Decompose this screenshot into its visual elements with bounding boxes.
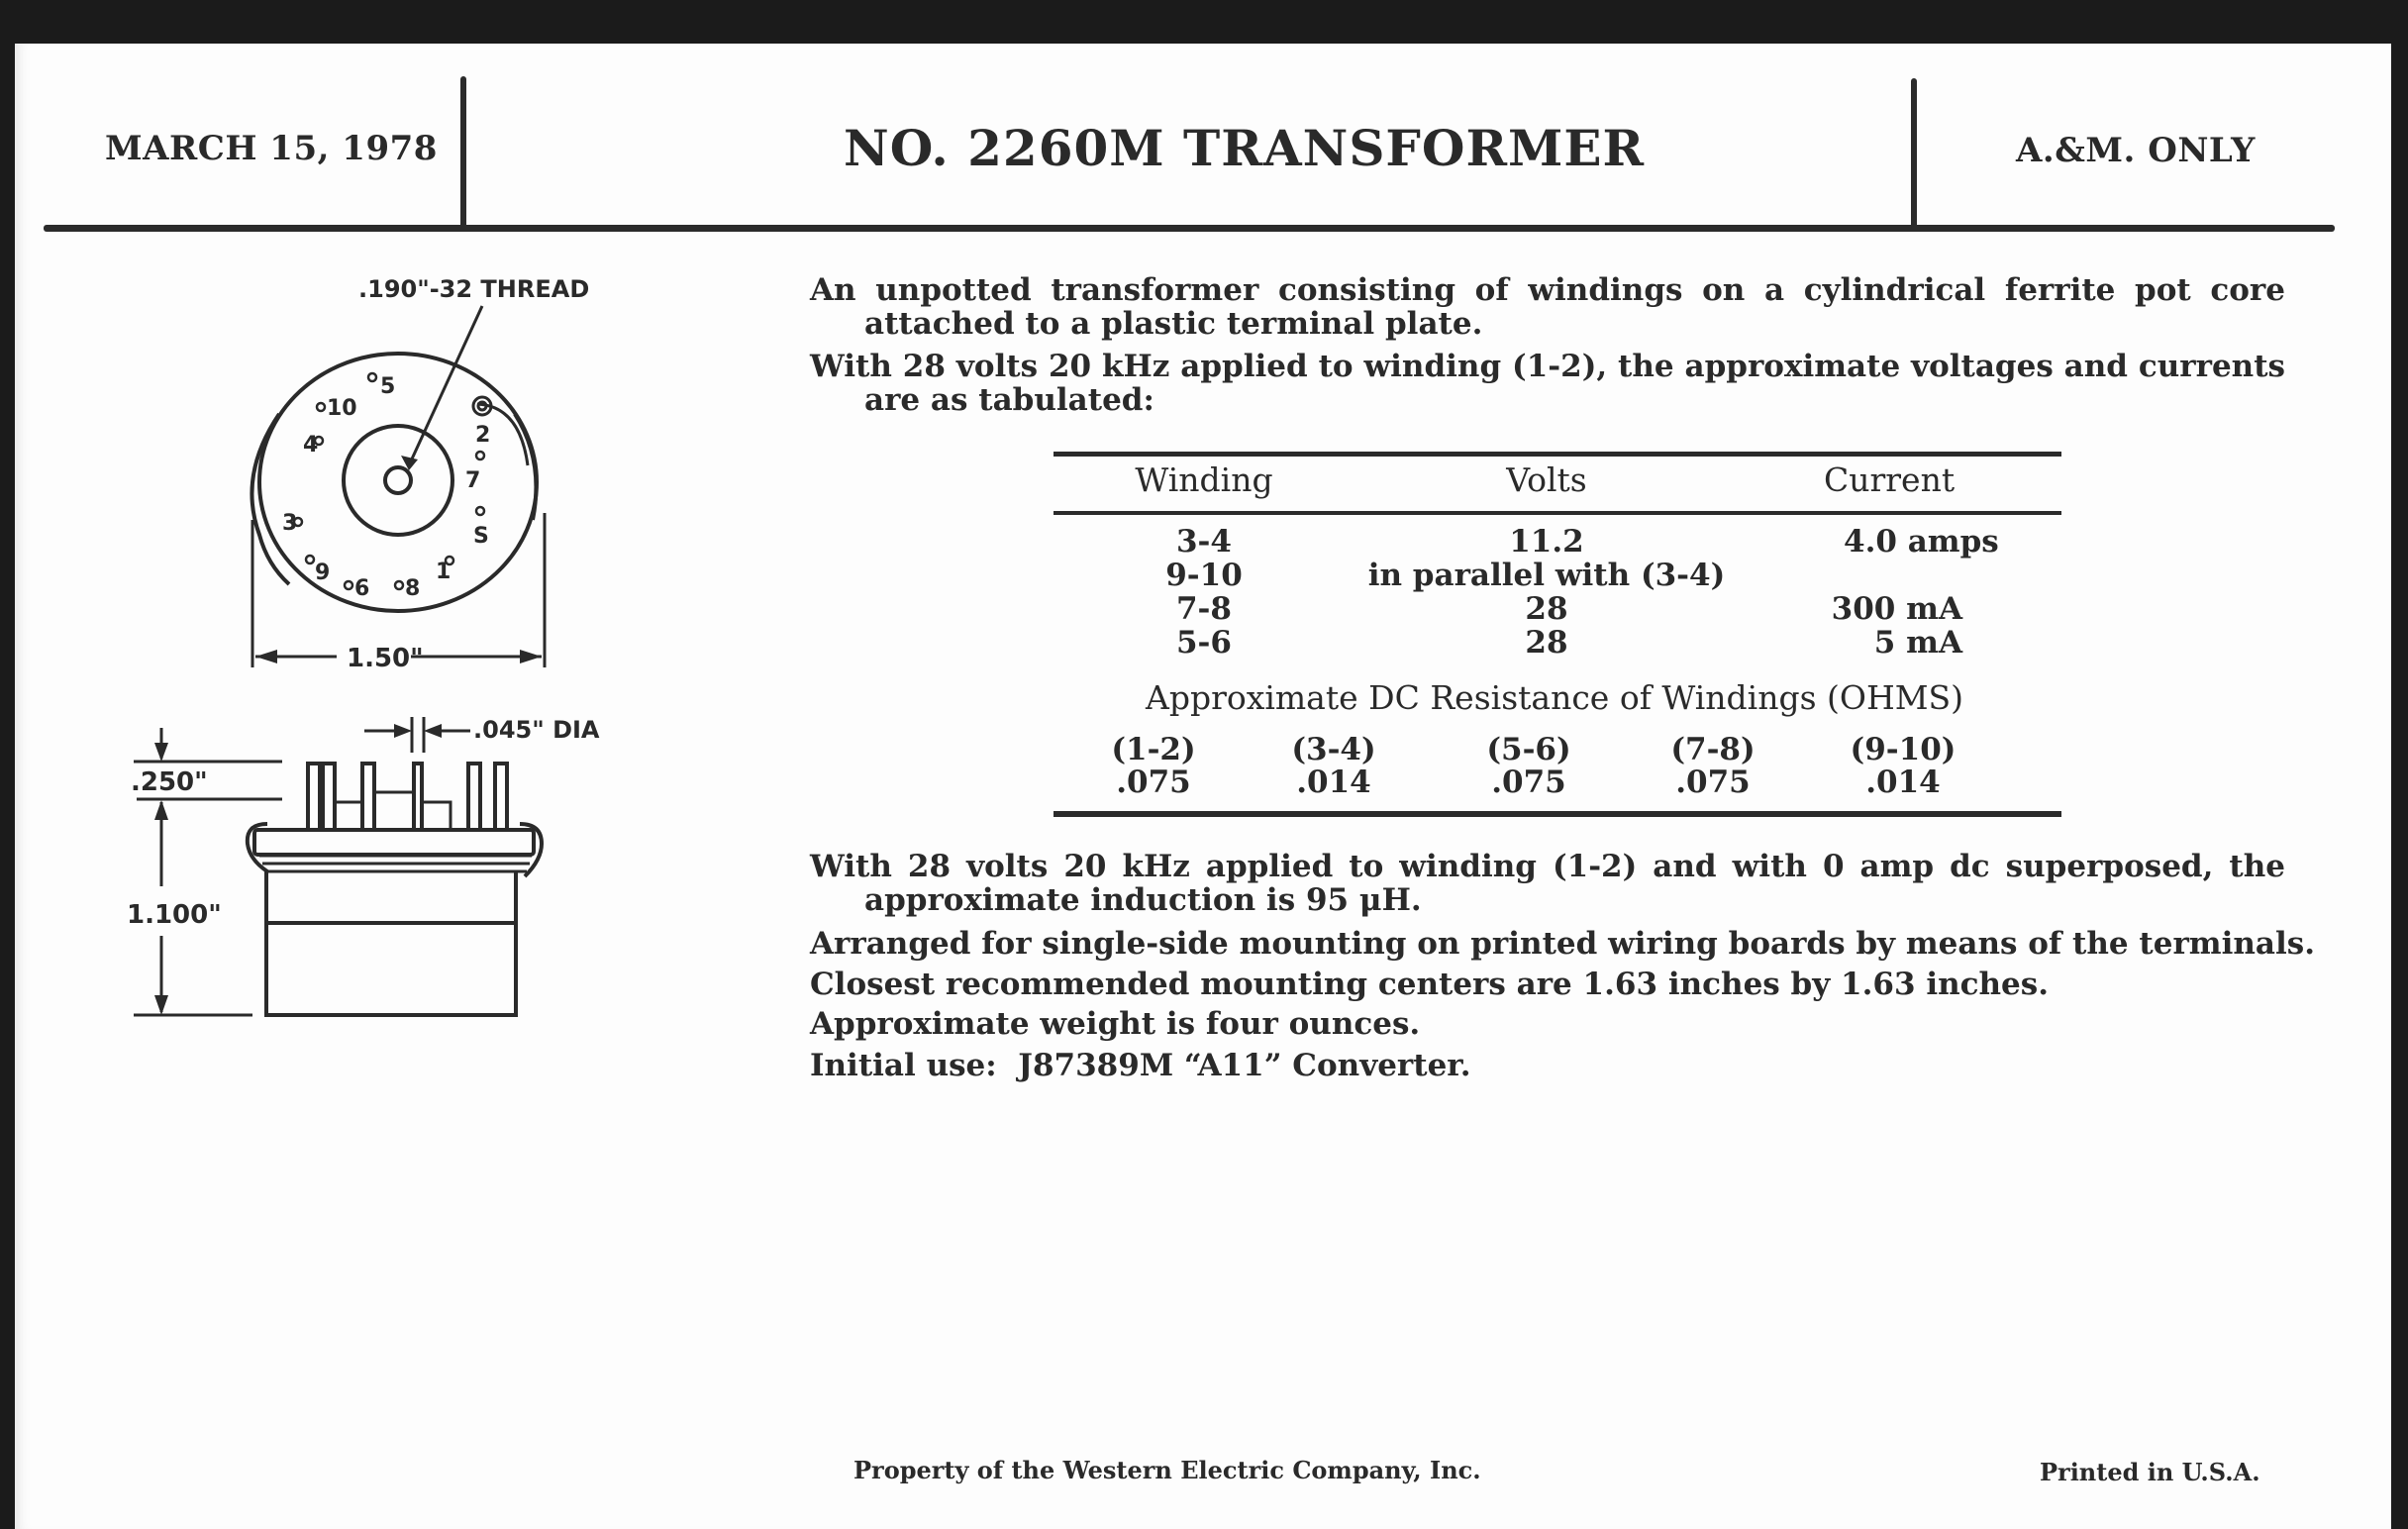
resistance-winding: (1-2) <box>1111 732 1196 767</box>
column-header-winding: Winding <box>1135 460 1273 499</box>
centers-note: Closest recommended mounting centers are 1.63 inches by 1.63 inches. <box>810 967 2050 1002</box>
description-paragraph: An unpotted transformer consisting of windings on a cylindrical ferrite pot core attached to a plastic terminal plate. <box>810 272 2285 342</box>
resistance-winding: (9-10) <box>1850 732 1956 767</box>
resistance-ohms: .075 <box>1675 764 1751 800</box>
resistance-winding: (5-6) <box>1486 732 1571 767</box>
terminal-label: 2 <box>475 423 491 448</box>
terminal-label: 7 <box>465 468 481 493</box>
resistance-ohms: .075 <box>1491 764 1566 800</box>
volts-cell: in parallel with (3-4) <box>1367 558 1726 593</box>
transformer-drawing <box>0 0 792 1089</box>
resistance-item <box>1450 734 1608 799</box>
resistance-item <box>1634 734 1792 799</box>
resistance-ohms: .014 <box>1865 764 1941 800</box>
issue-date: MARCH 15, 1978 <box>105 129 438 168</box>
page-title: NO. 2260M TRANSFORMER <box>844 119 1646 177</box>
volts-cell: 28 <box>1525 625 1568 661</box>
pin-height-label: .250" <box>131 767 208 797</box>
volts-cell: 28 <box>1525 591 1568 627</box>
terminal-label: 4 <box>303 433 319 458</box>
resistance-winding: (3-4) <box>1291 732 1376 767</box>
property-notice: Property of the Western Electric Company, Inc. <box>853 1456 1481 1484</box>
width-dimension-label: 1.50" <box>347 644 424 673</box>
mounting-note: Arranged for single-side mounting on printed wiring boards by means of the terminals. <box>810 926 2315 962</box>
resistance-ohms: .014 <box>1296 764 1371 800</box>
winding-cell: 3-4 <box>1175 524 1232 560</box>
outer-housing <box>259 354 537 611</box>
column-header-current: Current <box>1824 460 1956 499</box>
mounting-clip-left <box>251 414 289 584</box>
resistance-item <box>1254 734 1413 799</box>
terminal-plate <box>254 830 534 855</box>
test-condition-paragraph: With 28 volts 20 kHz applied to winding (1-2), the approximate voltages and currents are as tabulated: <box>810 349 2285 418</box>
can-body <box>266 923 516 1015</box>
current-cell: 5 mA <box>1873 625 1962 661</box>
printed-notice: Printed in U.S.A. <box>2040 1458 2260 1486</box>
thread-label: .190"-32 THREAD <box>358 275 590 303</box>
top-view <box>251 306 545 667</box>
resistance-ohms: .075 <box>1116 764 1191 800</box>
table-top-rule <box>1054 452 2061 457</box>
winding-cell: 9-10 <box>1165 558 1243 593</box>
body-height-label: 1.100" <box>127 900 222 930</box>
table-bottom-rule <box>1054 811 2061 817</box>
header-divider-right <box>1911 78 1917 229</box>
thread-leader <box>409 306 482 465</box>
resistance-heading: Approximate DC Resistance of Windings (OHMS) <box>1146 678 1963 717</box>
terminal-label: 9 <box>315 561 331 585</box>
table-header-rule <box>1054 511 2061 515</box>
terminal-label: 10 <box>327 396 357 421</box>
center-hole <box>385 467 411 493</box>
resistance-winding: (7-8) <box>1670 732 1756 767</box>
resistance-item <box>1824 734 1982 799</box>
terminal-label: 3 <box>282 511 298 536</box>
volts-cell: 11.2 <box>1509 524 1584 560</box>
induction-note: With 28 volts 20 kHz applied to winding (1-2) and with 0 amp dc superposed, the approximate induction is 95 μH. <box>810 849 2285 918</box>
terminal-label: 5 <box>380 374 396 399</box>
terminal-label: 1 <box>436 560 452 584</box>
terminal-label: 6 <box>354 576 370 601</box>
initial-use-note: Initial use: J87389M “A11” Converter. <box>810 1048 1471 1083</box>
current-cell: 4.0 amps <box>1844 524 1999 560</box>
current-cell: 300 mA <box>1831 591 1962 627</box>
terminal-label: 8 <box>405 576 421 601</box>
winding-cell: 7-8 <box>1175 591 1232 627</box>
weight-note: Approximate weight is four ounces. <box>810 1006 1421 1042</box>
column-header-volts: Volts <box>1506 460 1587 499</box>
winding-cell: 5-6 <box>1175 625 1232 661</box>
terminal-holes <box>294 373 484 589</box>
pin-dia-label: .045" DIA <box>473 716 600 744</box>
side-view <box>134 717 542 1015</box>
resistance-item <box>1074 734 1233 799</box>
core-circle <box>344 426 452 535</box>
restriction-label: A.&M. ONLY <box>2016 131 2256 170</box>
terminal-label: S <box>473 524 489 549</box>
